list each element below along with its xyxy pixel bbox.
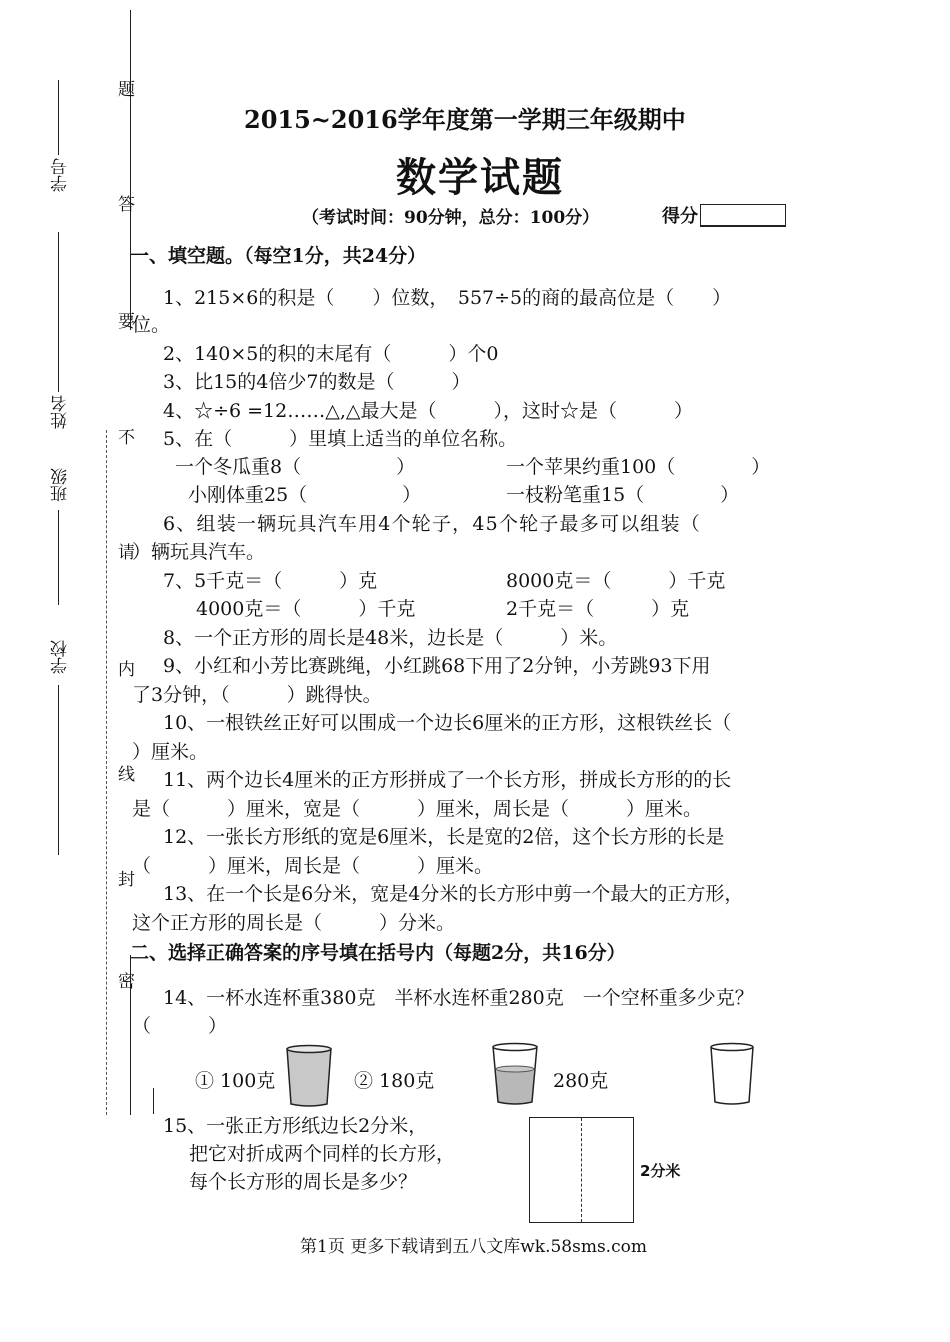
school-label: 学校 [51, 640, 71, 674]
name-label: 姓名 [51, 395, 71, 429]
question-line: 11、两个边长4厘米的正方形拼成了一个长方形，拼成长方形的的长 [163, 769, 732, 791]
score-box[interactable] [700, 204, 786, 227]
half-cup-icon [490, 1042, 540, 1108]
margin-word: 要 [114, 312, 134, 331]
question-line: 6、组装一辆玩具汽车用4个轮子，45个轮子最多可以组装（ [163, 513, 701, 535]
question-15-line: 15、一张正方形纸边长2分米， [163, 1115, 428, 1137]
question-line: 小刚体重25（ ） [188, 484, 422, 506]
question-14-blank[interactable]: （ ） [132, 1015, 228, 1037]
question-line: 12、一张长方形纸的宽是6厘米，长是宽的2倍，这个长方形的长是 [163, 826, 725, 848]
fold-line [581, 1118, 582, 1222]
question-line: 13、在一个长是6分米，宽是4分米的长方形中剪一个最大的正方形， [163, 883, 744, 905]
question-line: ）辆玩具汽车。 [132, 541, 266, 563]
question-line: 1、215×6的积是（ ）位数， 557÷5的商的最高位是（ ） [163, 287, 732, 309]
full-cup-icon [284, 1044, 334, 1109]
exam-subject-title: 数学试题 [396, 154, 564, 201]
question-line: 10、一根铁丝正好可以围成一个边长6厘米的正方形，这根铁丝长（ [163, 712, 732, 734]
empty-cup-icon [708, 1042, 756, 1108]
section2-heading: 二、选择正确答案的序号填在括号内（每题2分，共16分） [130, 942, 626, 964]
question-15-line: 每个长方形的周长是多少？ [189, 1171, 418, 1193]
question-line: 5、在（ ）里填上适当的单位名称。 [163, 428, 518, 450]
section1-heading: 一、填空题。（每空1分，共24分） [130, 245, 427, 267]
question-15-line: 把它对折成两个同样的长方形， [189, 1143, 456, 1165]
question-line: 9、小红和小芳比赛跳绳，小红跳68下用了2分钟，小芳跳93下用 [163, 655, 711, 677]
option-a: ① 100克 [195, 1070, 276, 1092]
question-line: 位。 [132, 314, 171, 336]
name-blank [58, 232, 59, 392]
exam-info: （考试时间：90分钟，总分：100分） [302, 208, 600, 228]
question-line: 2千克＝（ ）克 [506, 598, 690, 620]
question-line: 了3分钟，（ ）跳得快。 [132, 684, 382, 706]
margin-word: 题 [114, 80, 134, 99]
page-footer: 第1页 更多下载请到五八文库wk.58sms.com [300, 1237, 647, 1257]
figure-side-label: 2分米 [640, 1162, 681, 1180]
margin-word: 请 [114, 543, 134, 562]
margin-word: 线 [114, 765, 134, 784]
score-label: 得分 [662, 206, 698, 227]
question-line: 4000克＝（ ）千克 [196, 598, 416, 620]
class-label: 班级 [51, 468, 71, 502]
margin-cut-line [106, 430, 107, 1115]
question-line: 3、比15的4倍少7的数是（ ） [163, 371, 471, 393]
question-line: （ ）厘米，周长是（ ）厘米。 [132, 855, 494, 877]
question-14-text: 14、一杯水连杯重380克 半杯水连杯重280克 一个空杯重多少克？ [163, 987, 754, 1009]
margin-word: 内 [114, 660, 134, 679]
margin-rule [130, 10, 131, 330]
question-line: 一枝粉笔重15（ ） [506, 484, 740, 506]
margin-word: 不 [114, 428, 134, 447]
option-c: 280克 [553, 1070, 609, 1092]
question-line: 8000克＝（ ）千克 [506, 570, 726, 592]
question-line: 8、一个正方形的周长是48米，边长是（ ）米。 [163, 627, 618, 649]
class-blank [58, 510, 59, 605]
student-id-label: 学号 [51, 158, 71, 192]
school-blank [58, 685, 59, 855]
question-line: 这个正方形的周长是（ ）分米。 [132, 912, 456, 934]
question-line: 一个冬瓜重8（ ） [175, 456, 416, 478]
question-line: 一个苹果约重100（ ） [506, 456, 771, 478]
question-line: 7、5千克＝（ ）克 [163, 570, 378, 592]
question-line: ）厘米。 [132, 741, 209, 763]
margin-mark [153, 1088, 154, 1114]
question-line: 4、☆÷6 =12……△,△最大是（ ），这时☆是（ ） [163, 400, 693, 422]
student-id-blank [58, 80, 59, 155]
question-line: 是（ ）厘米，宽是（ ）厘米，周长是（ ）厘米。 [132, 798, 703, 820]
margin-word: 密 [114, 972, 134, 991]
margin-word: 封 [114, 870, 134, 889]
option-b: ② 180克 [354, 1070, 435, 1092]
margin-word: 答 [114, 195, 134, 214]
question-line: 2、140×5的积的末尾有（ ）个0 [163, 343, 499, 365]
exam-title: 2015~2016学年度第一学期三年级期中 [244, 105, 686, 134]
